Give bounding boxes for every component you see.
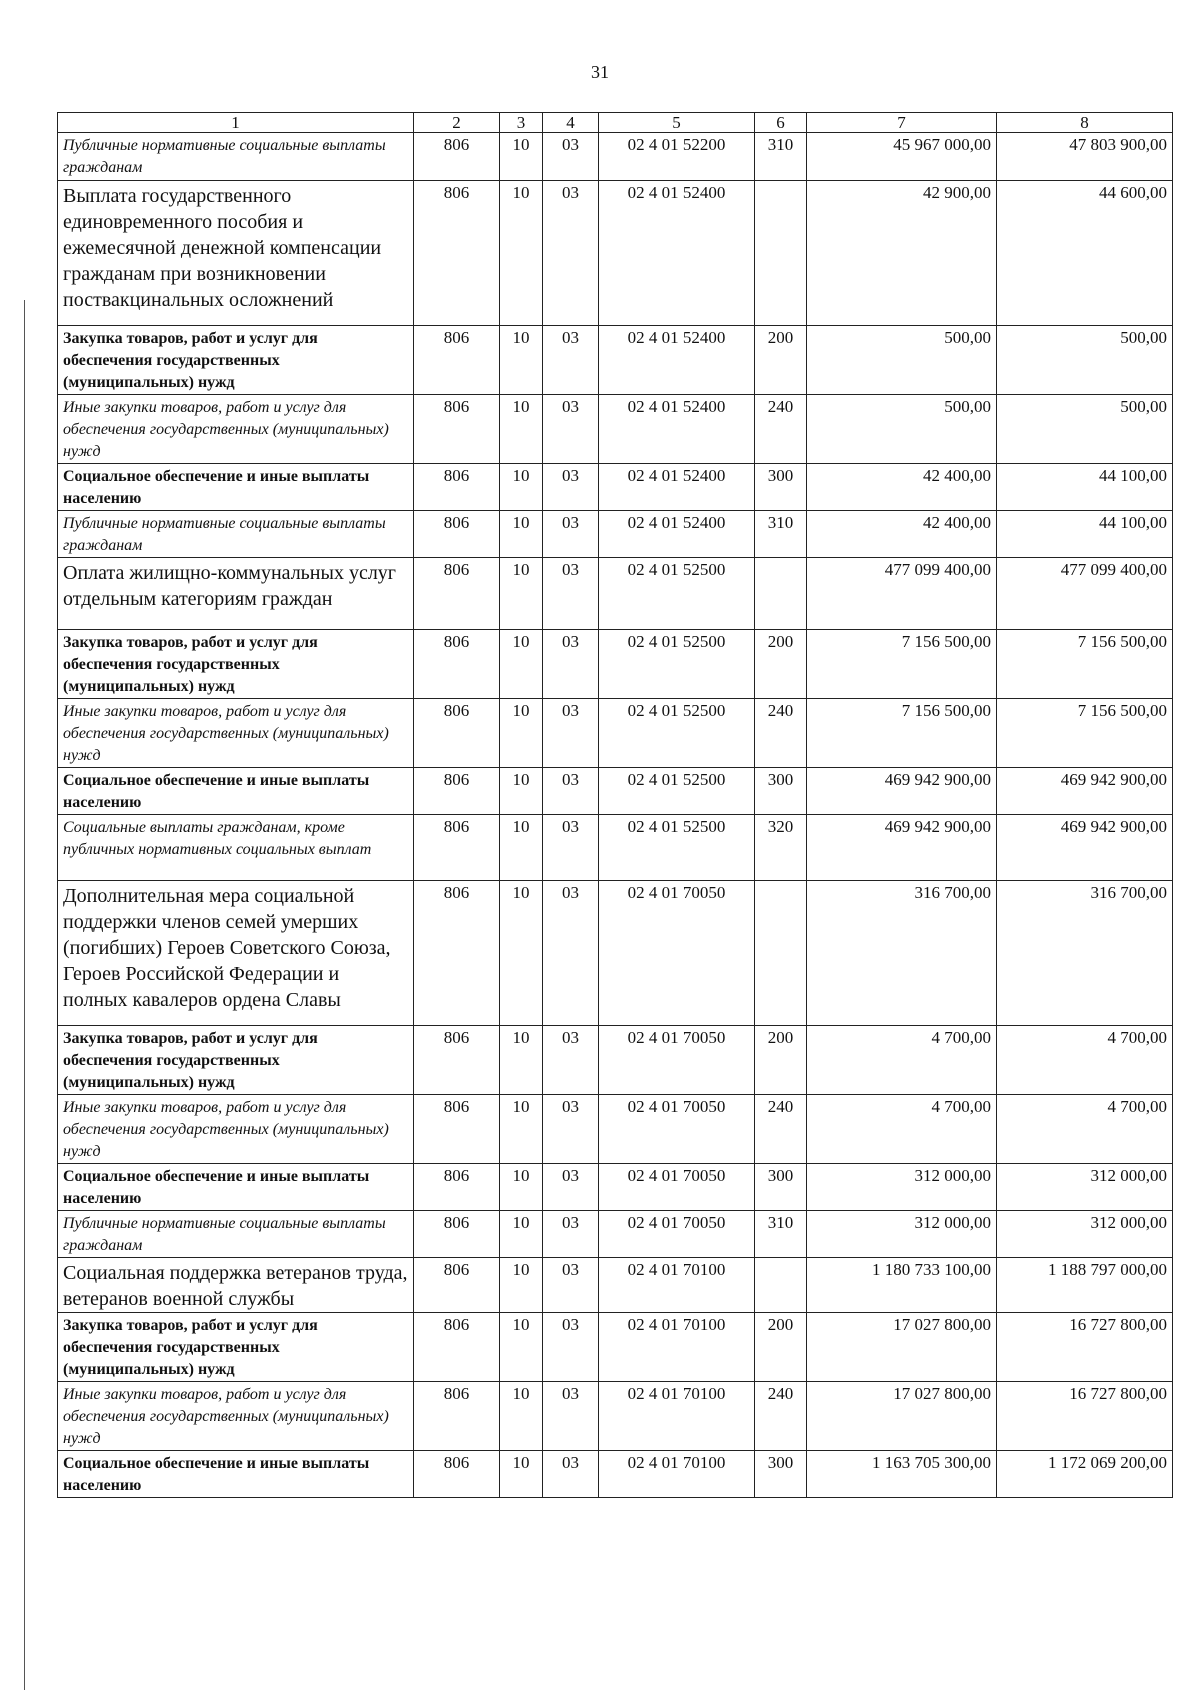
expense-type-cell: 300 bbox=[755, 768, 807, 815]
table-row bbox=[58, 1211, 1173, 1258]
amount-year2-cell: 1 172 069 200,00 bbox=[997, 1451, 1173, 1498]
ministry-code-cell: 806 bbox=[414, 181, 500, 326]
row-name-cell: Публичные нормативные социальные выплаты гражданам bbox=[58, 133, 414, 181]
row-name-cell: Иные закупки товаров, работ и услуг для обеспечения государственных (муниципальных) нужд bbox=[58, 1382, 414, 1451]
row-name-cell: Социальные выплаты гражданам, кроме публичных нормативных социальных выплат bbox=[58, 815, 414, 881]
ministry-code-cell: 806 bbox=[414, 1451, 500, 1498]
column-header: 1 bbox=[58, 113, 414, 133]
target-article-cell: 02 4 01 70100 bbox=[599, 1258, 755, 1313]
table-row bbox=[58, 815, 1173, 881]
expense-type-cell: 200 bbox=[755, 630, 807, 699]
section-code-cell: 10 bbox=[500, 768, 543, 815]
target-article-cell: 02 4 01 70050 bbox=[599, 1164, 755, 1211]
column-header: 7 bbox=[807, 113, 997, 133]
table-row bbox=[58, 1382, 1173, 1451]
row-name-cell: Публичные нормативные социальные выплаты гражданам bbox=[58, 511, 414, 558]
expense-type-cell: 300 bbox=[755, 1164, 807, 1211]
row-name-cell: Иные закупки товаров, работ и услуг для обеспечения государственных (муниципальных) нужд bbox=[58, 395, 414, 464]
table-row bbox=[58, 511, 1173, 558]
table-row bbox=[58, 326, 1173, 395]
table-header-row bbox=[58, 113, 1173, 133]
subsection-code-cell: 03 bbox=[543, 133, 599, 181]
section-code-cell: 10 bbox=[500, 326, 543, 395]
row-name-cell: Социальное обеспечение и иные выплаты населению bbox=[58, 768, 414, 815]
subsection-code-cell: 03 bbox=[543, 558, 599, 630]
target-article-cell: 02 4 01 52400 bbox=[599, 395, 755, 464]
section-code-cell: 10 bbox=[500, 699, 543, 768]
column-header: 3 bbox=[500, 113, 543, 133]
amount-year1-cell: 7 156 500,00 bbox=[807, 699, 997, 768]
column-header: 6 bbox=[755, 113, 807, 133]
row-name-cell: Закупка товаров, работ и услуг для обеспечения государственных (муниципальных) нужд bbox=[58, 326, 414, 395]
amount-year1-cell: 469 942 900,00 bbox=[807, 768, 997, 815]
target-article-cell: 02 4 01 52400 bbox=[599, 511, 755, 558]
ministry-code-cell: 806 bbox=[414, 511, 500, 558]
section-code-cell: 10 bbox=[500, 815, 543, 881]
expense-type-cell: 240 bbox=[755, 1382, 807, 1451]
subsection-code-cell: 03 bbox=[543, 1313, 599, 1382]
amount-year1-cell: 42 400,00 bbox=[807, 464, 997, 511]
table-row bbox=[58, 630, 1173, 699]
amount-year1-cell: 42 900,00 bbox=[807, 181, 997, 326]
table-row bbox=[58, 1451, 1173, 1498]
ministry-code-cell: 806 bbox=[414, 464, 500, 511]
table-row bbox=[58, 1258, 1173, 1313]
subsection-code-cell: 03 bbox=[543, 1026, 599, 1095]
subsection-code-cell: 03 bbox=[543, 881, 599, 1026]
amount-year2-cell: 16 727 800,00 bbox=[997, 1382, 1173, 1451]
amount-year2-cell: 44 100,00 bbox=[997, 464, 1173, 511]
column-header: 8 bbox=[997, 113, 1173, 133]
expense-type-cell: 200 bbox=[755, 1026, 807, 1095]
ministry-code-cell: 806 bbox=[414, 1211, 500, 1258]
table-row bbox=[58, 133, 1173, 181]
ministry-code-cell: 806 bbox=[414, 558, 500, 630]
scan-margin-line bbox=[24, 300, 25, 1690]
amount-year1-cell: 4 700,00 bbox=[807, 1026, 997, 1095]
amount-year1-cell: 42 400,00 bbox=[807, 511, 997, 558]
ministry-code-cell: 806 bbox=[414, 768, 500, 815]
amount-year1-cell: 1 180 733 100,00 bbox=[807, 1258, 997, 1313]
amount-year2-cell: 500,00 bbox=[997, 395, 1173, 464]
subsection-code-cell: 03 bbox=[543, 1382, 599, 1451]
table-row bbox=[58, 881, 1173, 1026]
ministry-code-cell: 806 bbox=[414, 881, 500, 1026]
column-header: 5 bbox=[599, 113, 755, 133]
expense-type-cell: 240 bbox=[755, 699, 807, 768]
expense-type-cell bbox=[755, 558, 807, 630]
subsection-code-cell: 03 bbox=[543, 1258, 599, 1313]
table-body bbox=[58, 133, 1173, 1498]
section-code-cell: 10 bbox=[500, 1164, 543, 1211]
table-row bbox=[58, 1313, 1173, 1382]
row-name-cell: Социальное обеспечение и иные выплаты населению bbox=[58, 1451, 414, 1498]
section-code-cell: 10 bbox=[500, 1211, 543, 1258]
target-article-cell: 02 4 01 52500 bbox=[599, 630, 755, 699]
amount-year2-cell: 316 700,00 bbox=[997, 881, 1173, 1026]
amount-year2-cell: 4 700,00 bbox=[997, 1026, 1173, 1095]
section-code-cell: 10 bbox=[500, 181, 543, 326]
amount-year2-cell: 4 700,00 bbox=[997, 1095, 1173, 1164]
target-article-cell: 02 4 01 52400 bbox=[599, 326, 755, 395]
amount-year1-cell: 4 700,00 bbox=[807, 1095, 997, 1164]
target-article-cell: 02 4 01 52200 bbox=[599, 133, 755, 181]
section-code-cell: 10 bbox=[500, 1313, 543, 1382]
amount-year2-cell: 500,00 bbox=[997, 326, 1173, 395]
expense-type-cell: 310 bbox=[755, 1211, 807, 1258]
table-row bbox=[58, 464, 1173, 511]
expense-type-cell bbox=[755, 881, 807, 1026]
table-row bbox=[58, 1164, 1173, 1211]
subsection-code-cell: 03 bbox=[543, 1451, 599, 1498]
table-row bbox=[58, 558, 1173, 630]
section-code-cell: 10 bbox=[500, 1026, 543, 1095]
row-name-cell: Закупка товаров, работ и услуг для обеспечения государственных (муниципальных) нужд bbox=[58, 1026, 414, 1095]
target-article-cell: 02 4 01 70050 bbox=[599, 881, 755, 1026]
target-article-cell: 02 4 01 70050 bbox=[599, 1026, 755, 1095]
amount-year2-cell: 1 188 797 000,00 bbox=[997, 1258, 1173, 1313]
expense-type-cell: 310 bbox=[755, 511, 807, 558]
row-name-cell: Публичные нормативные социальные выплаты гражданам bbox=[58, 1211, 414, 1258]
ministry-code-cell: 806 bbox=[414, 1258, 500, 1313]
amount-year2-cell: 477 099 400,00 bbox=[997, 558, 1173, 630]
target-article-cell: 02 4 01 70100 bbox=[599, 1451, 755, 1498]
expense-type-cell: 300 bbox=[755, 1451, 807, 1498]
amount-year1-cell: 316 700,00 bbox=[807, 881, 997, 1026]
subsection-code-cell: 03 bbox=[543, 630, 599, 699]
table-row bbox=[58, 395, 1173, 464]
row-name-cell: Иные закупки товаров, работ и услуг для обеспечения государственных (муниципальных) нужд bbox=[58, 1095, 414, 1164]
amount-year2-cell: 44 600,00 bbox=[997, 181, 1173, 326]
expense-type-cell bbox=[755, 181, 807, 326]
amount-year2-cell: 469 942 900,00 bbox=[997, 768, 1173, 815]
row-name-cell: Дополнительная мера социальной поддержки членов семей умерших (погибших) Героев Советского Союза, Героев Российской Федерации и полных кавалеров ордена Славы bbox=[58, 881, 414, 1026]
subsection-code-cell: 03 bbox=[543, 181, 599, 326]
row-name-cell: Закупка товаров, работ и услуг для обеспечения государственных (муниципальных) нужд bbox=[58, 1313, 414, 1382]
ministry-code-cell: 806 bbox=[414, 699, 500, 768]
expense-type-cell: 300 bbox=[755, 464, 807, 511]
section-code-cell: 10 bbox=[500, 881, 543, 1026]
subsection-code-cell: 03 bbox=[543, 1095, 599, 1164]
target-article-cell: 02 4 01 70050 bbox=[599, 1211, 755, 1258]
row-name-cell: Социальная поддержка ветеранов труда, ветеранов военной службы bbox=[58, 1258, 414, 1313]
ministry-code-cell: 806 bbox=[414, 1313, 500, 1382]
amount-year1-cell: 17 027 800,00 bbox=[807, 1382, 997, 1451]
subsection-code-cell: 03 bbox=[543, 395, 599, 464]
amount-year2-cell: 469 942 900,00 bbox=[997, 815, 1173, 881]
section-code-cell: 10 bbox=[500, 1451, 543, 1498]
table-row bbox=[58, 181, 1173, 326]
target-article-cell: 02 4 01 70100 bbox=[599, 1313, 755, 1382]
target-article-cell: 02 4 01 52500 bbox=[599, 768, 755, 815]
amount-year1-cell: 45 967 000,00 bbox=[807, 133, 997, 181]
table-row bbox=[58, 1026, 1173, 1095]
amount-year2-cell: 44 100,00 bbox=[997, 511, 1173, 558]
expense-type-cell: 200 bbox=[755, 326, 807, 395]
target-article-cell: 02 4 01 52400 bbox=[599, 181, 755, 326]
expense-type-cell: 240 bbox=[755, 1095, 807, 1164]
ministry-code-cell: 806 bbox=[414, 326, 500, 395]
subsection-code-cell: 03 bbox=[543, 815, 599, 881]
column-header: 2 bbox=[414, 113, 500, 133]
table-row bbox=[58, 768, 1173, 815]
amount-year1-cell: 477 099 400,00 bbox=[807, 558, 997, 630]
section-code-cell: 10 bbox=[500, 133, 543, 181]
section-code-cell: 10 bbox=[500, 464, 543, 511]
amount-year1-cell: 7 156 500,00 bbox=[807, 630, 997, 699]
section-code-cell: 10 bbox=[500, 630, 543, 699]
expense-type-cell: 310 bbox=[755, 133, 807, 181]
section-code-cell: 10 bbox=[500, 558, 543, 630]
page-number: 31 bbox=[591, 62, 609, 82]
ministry-code-cell: 806 bbox=[414, 630, 500, 699]
target-article-cell: 02 4 01 52500 bbox=[599, 558, 755, 630]
ministry-code-cell: 806 bbox=[414, 1382, 500, 1451]
amount-year2-cell: 47 803 900,00 bbox=[997, 133, 1173, 181]
amount-year2-cell: 7 156 500,00 bbox=[997, 699, 1173, 768]
expense-type-cell bbox=[755, 1258, 807, 1313]
subsection-code-cell: 03 bbox=[543, 768, 599, 815]
amount-year2-cell: 7 156 500,00 bbox=[997, 630, 1173, 699]
expense-type-cell: 200 bbox=[755, 1313, 807, 1382]
row-name-cell: Выплата государственного единовременного пособия и ежемесячной денежной компенсации гражданам при возникновении поствакцинальных осложнений bbox=[58, 181, 414, 326]
section-code-cell: 10 bbox=[500, 395, 543, 464]
row-name-cell: Социальное обеспечение и иные выплаты населению bbox=[58, 1164, 414, 1211]
amount-year1-cell: 312 000,00 bbox=[807, 1164, 997, 1211]
target-article-cell: 02 4 01 52500 bbox=[599, 815, 755, 881]
expense-type-cell: 240 bbox=[755, 395, 807, 464]
section-code-cell: 10 bbox=[500, 1258, 543, 1313]
subsection-code-cell: 03 bbox=[543, 1211, 599, 1258]
row-name-cell: Иные закупки товаров, работ и услуг для обеспечения государственных (муниципальных) нужд bbox=[58, 699, 414, 768]
target-article-cell: 02 4 01 52500 bbox=[599, 699, 755, 768]
amount-year1-cell: 500,00 bbox=[807, 326, 997, 395]
budget-table bbox=[57, 112, 1173, 1498]
amount-year2-cell: 312 000,00 bbox=[997, 1211, 1173, 1258]
subsection-code-cell: 03 bbox=[543, 1164, 599, 1211]
subsection-code-cell: 03 bbox=[543, 326, 599, 395]
expense-type-cell: 320 bbox=[755, 815, 807, 881]
ministry-code-cell: 806 bbox=[414, 815, 500, 881]
column-header: 4 bbox=[543, 113, 599, 133]
amount-year1-cell: 312 000,00 bbox=[807, 1211, 997, 1258]
target-article-cell: 02 4 01 52400 bbox=[599, 464, 755, 511]
amount-year1-cell: 1 163 705 300,00 bbox=[807, 1451, 997, 1498]
ministry-code-cell: 806 bbox=[414, 1095, 500, 1164]
amount-year1-cell: 469 942 900,00 bbox=[807, 815, 997, 881]
section-code-cell: 10 bbox=[500, 511, 543, 558]
ministry-code-cell: 806 bbox=[414, 395, 500, 464]
amount-year2-cell: 16 727 800,00 bbox=[997, 1313, 1173, 1382]
target-article-cell: 02 4 01 70100 bbox=[599, 1382, 755, 1451]
subsection-code-cell: 03 bbox=[543, 464, 599, 511]
amount-year1-cell: 17 027 800,00 bbox=[807, 1313, 997, 1382]
section-code-cell: 10 bbox=[500, 1095, 543, 1164]
amount-year2-cell: 312 000,00 bbox=[997, 1164, 1173, 1211]
row-name-cell: Социальное обеспечение и иные выплаты населению bbox=[58, 464, 414, 511]
row-name-cell: Оплата жилищно-коммунальных услуг отдельным категориям граждан bbox=[58, 558, 414, 630]
target-article-cell: 02 4 01 70050 bbox=[599, 1095, 755, 1164]
subsection-code-cell: 03 bbox=[543, 699, 599, 768]
amount-year1-cell: 500,00 bbox=[807, 395, 997, 464]
ministry-code-cell: 806 bbox=[414, 1026, 500, 1095]
section-code-cell: 10 bbox=[500, 1382, 543, 1451]
row-name-cell: Закупка товаров, работ и услуг для обеспечения государственных (муниципальных) нужд bbox=[58, 630, 414, 699]
table-row bbox=[58, 699, 1173, 768]
ministry-code-cell: 806 bbox=[414, 1164, 500, 1211]
ministry-code-cell: 806 bbox=[414, 133, 500, 181]
subsection-code-cell: 03 bbox=[543, 511, 599, 558]
table-row bbox=[58, 1095, 1173, 1164]
